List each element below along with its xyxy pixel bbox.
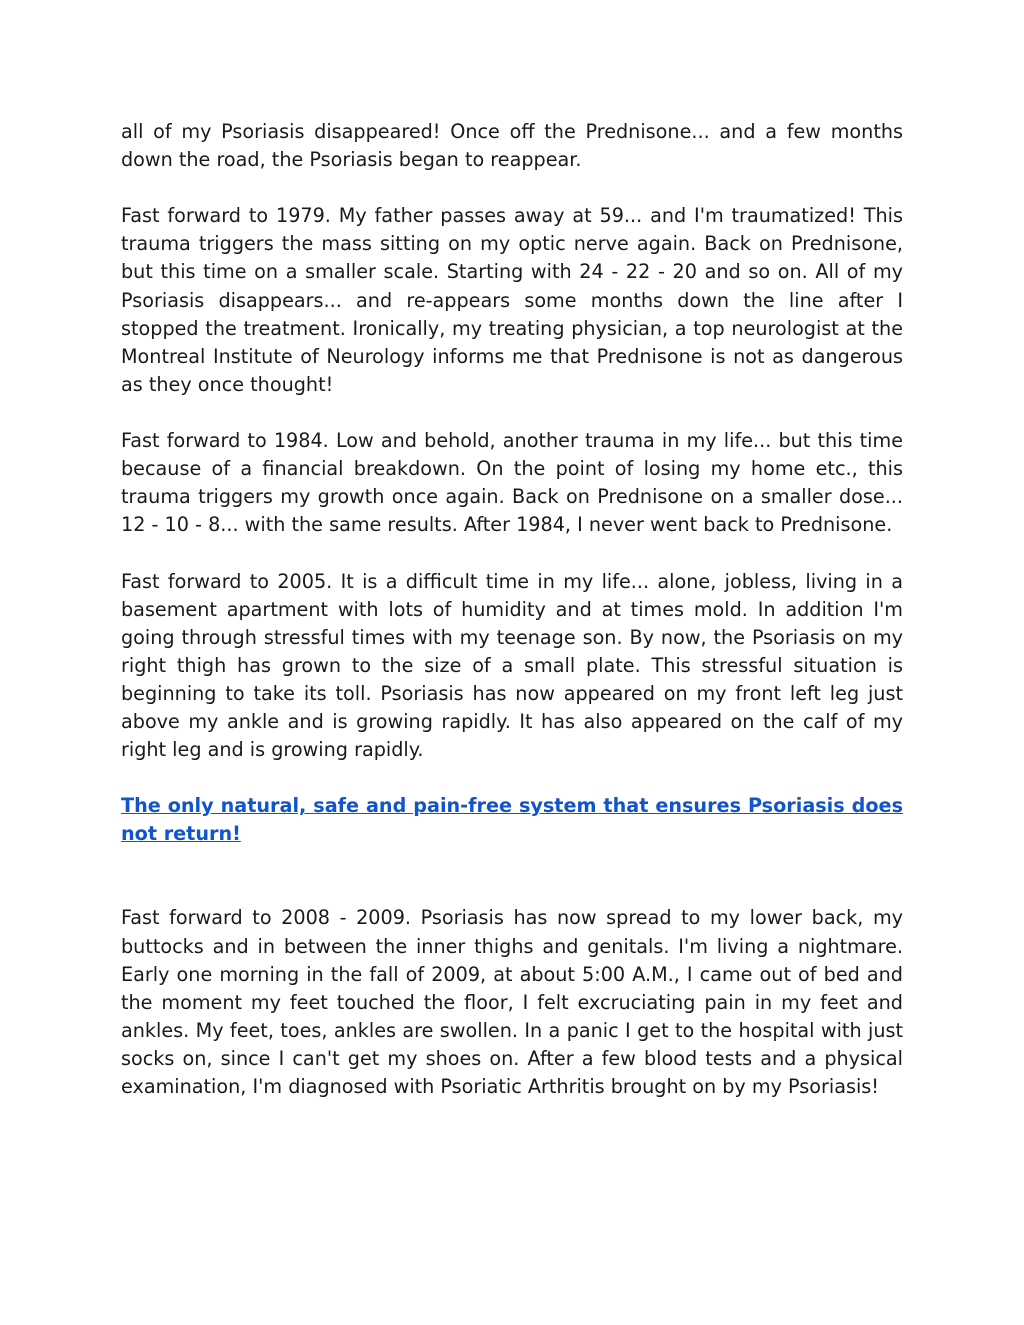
psoriasis-system-link[interactable]: The only natural, safe and pain-free system that ensures Psoriasis does not return!: [121, 794, 903, 846]
paragraph-1984: Fast forward to 1984. Low and behold, another trauma in my life... but this time because of a financial breakdown. On the point of losing my home etc., this trauma triggers my growth once again. Back on Prednisone on a smaller dose... 12 - 10 - 8... with the same results. After 1984, I never went back to Prednisone.: [121, 429, 903, 537]
paragraph-prednisone-reappear: all of my Psoriasis disappeared! Once off the Prednisone... and a few months down the road, the Psoriasis began to reappear.: [121, 120, 903, 172]
promo-link-paragraph: [121, 792, 903, 848]
paragraph-1979: Fast forward to 1979. My father passes away at 59... and I'm traumatized! This trauma triggers the mass sitting on my optic nerve again. Back on Prednisone, but this time on a smaller scale. Starting with 24 - 22 - 20 and so on. All of my Psoriasis disappears... and re-appears some months down the line after I stopped the treatment. Ironically, my treating physician, a top neurologist at the Montreal Institute of Neurology informs me that Prednisone is not as dangerous as they once thought!: [121, 204, 903, 396]
document-page: [121, 118, 903, 1129]
paragraph-2005: Fast forward to 2005. It is a difficult time in my life... alone, jobless, living in a basement apartment with lots of humidity and at times mold. In addition I'm going through stressful times with my teenage son. By now, the Psoriasis on my right thigh has grown to the size of a small plate. This stressful situation is beginning to take its toll. Psoriasis has now appeared on my front left leg just above my ankle and is growing rapidly. It has also appeared on the calf of my right leg and is growing rapidly.: [121, 569, 903, 762]
paragraph-2008-2009: Fast forward to 2008 - 2009. Psoriasis has now spread to my lower back, my buttocks and in between the inner thighs and genitals. I'm living a nightmare. Early one morning in the fall of 2009, at about 5:00 A.M., I came out of bed and the moment my feet touched the floor, I felt excruciating pain in my feet and ankles. My feet, toes, ankles are swollen. In a panic I get to the hospital with just socks on, since I can't get my shoes on. After a few blood tests and a physical examination, I'm diagnosed with Psoriatic Arthritis brought on by my Psoriasis!: [121, 906, 903, 1098]
